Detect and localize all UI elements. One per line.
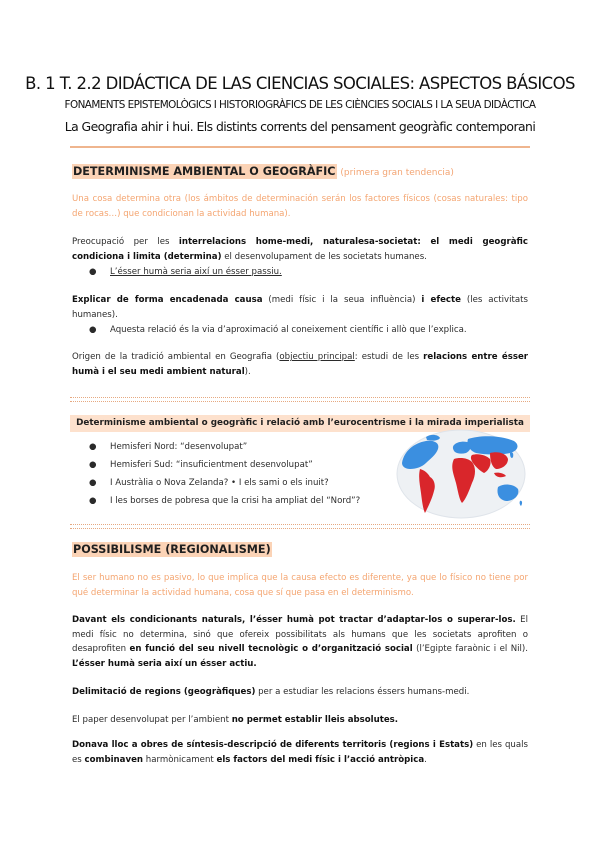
text-run-bold: Explicar de forma encadenada causa: [72, 295, 263, 305]
bullet-text: I les borses de pobresa que la crisi ha ampliat del “Nord”?: [110, 496, 361, 506]
text-run: .: [424, 754, 427, 765]
text-run: harmònicament: [143, 754, 217, 765]
document-subtitle: FONAMENTS EPISTEMOLÒGICS I HISTORIOGRÀFICS DE LES CIÈNCIES SOCIALS I LA SEUA DIDÀCTICA: [64, 99, 536, 111]
north-south-world-map: [396, 429, 526, 519]
text-run-bold: en funció del seu nivell tecnològic o d’organització social: [129, 644, 413, 655]
text-run-bold: els factors del medi físic i l’acció antròpica: [216, 754, 425, 765]
bullet-icon: ●: [89, 460, 97, 470]
bullet-icon: ●: [89, 325, 97, 335]
subsection-heading: Determinisme ambiental o geogràfic i relació amb l’eurocentrisme i la mirada imperialista: [70, 415, 530, 432]
bullet-text: Hemisferi Nord: “desenvolupat”: [110, 442, 248, 452]
bullet-icon: ●: [89, 478, 97, 488]
section2-paragraph-4: [72, 738, 528, 767]
text-run-bold: interrelacions home-medi, naturalesa-societat: el medi geogràfic condiciona i limita (determina): [72, 237, 528, 262]
text-run: El medi físic no determina, sinó que ofereix possibilitats als humans que les societats aprofiten o desaprofiten: [72, 615, 528, 655]
text-run-bold: Davant els condicionants naturals, l’ésser humà pot tractar d’adaptar-los o superar-los.: [72, 615, 516, 625]
section1-paragraph-3: [72, 350, 528, 379]
text-run: (medi físic i la seua influència): [262, 295, 422, 305]
section2-paragraph-1: [72, 613, 528, 671]
bullet-text: Hemisferi Sud: “insuficientment desenvolupat”: [110, 460, 313, 470]
text-run: (l’Egipte faraònic i el Nil).: [412, 644, 528, 655]
text-run: el desenvolupament de les societats humanes.: [221, 251, 427, 262]
text-run: en les quals es: [72, 740, 528, 765]
section2-heading: [72, 543, 272, 556]
bullet-text: L’ésser humà seria així un ésser passiu.: [110, 267, 282, 277]
section-divider: [70, 397, 530, 402]
text-run-underlined: objectiu principal: [279, 352, 355, 362]
russia-shape: [467, 436, 517, 454]
text-run-bold: relacions entre ésser humà i el seu medi ambient natural: [72, 352, 529, 377]
text-run: Origen de la tradició ambiental en Geografia (: [72, 352, 280, 362]
text-run-bold: combinaven: [84, 754, 144, 765]
section1-note: (primera gran tendencia): [340, 168, 454, 178]
section2-intro: El ser humano no es pasivo, lo que implica que la causa efecto es diferente, ya que lo físico no tiene por qué determinar la actividad humana, cosa que sí que pasa en el determinismo.: [72, 573, 528, 598]
australia-shape: [497, 485, 518, 501]
section1-heading-text: DETERMINISME AMBIENTAL O GEOGRÀFIC: [73, 165, 336, 178]
section2-heading-text: POSSIBILISME (REGIONALISME): [73, 543, 271, 556]
text-run-bold: Delimitació de regions (geogràfiques): [72, 687, 256, 697]
section2-paragraph-2: [72, 685, 528, 700]
header-rule: [70, 146, 530, 148]
section-divider: [70, 524, 530, 525]
section1-heading: [72, 165, 454, 178]
section-divider: [70, 528, 530, 529]
bullet-icon: ●: [89, 267, 97, 277]
text-run: per a estudiar les relacions éssers humans-medi.: [255, 687, 470, 697]
text-run: Preocupació per les: [72, 237, 179, 247]
text-run: : estudi de les: [354, 352, 424, 362]
text-run-bold: no permet establir lleis absolutes.: [231, 715, 399, 725]
section2-paragraph-3: [72, 713, 528, 728]
text-run-bold: i efecte: [421, 295, 461, 305]
section1-paragraph-2: [72, 293, 528, 322]
bullet-text: I Austràlia o Nova Zelanda? • I els sami o els inuit?: [110, 478, 329, 488]
document-topic: La Geografia ahir i hui. Els distints corrents del pensament geogràfic contemporani: [64, 119, 536, 134]
text-run-bold: L’ésser humà seria així un ésser actiu.: [72, 658, 257, 669]
section1-paragraph-1: [72, 235, 528, 264]
new-zealand-shape: [520, 501, 523, 506]
text-run: El paper desenvolupat per l’ambient: [72, 715, 232, 725]
text-run-bold: Donava lloc a obres de síntesis-descripció de diferents territoris (regions i Estats): [72, 740, 474, 750]
text-run: (les activitats humanes).: [72, 295, 528, 320]
document-title: B. 1 T. 2.2 DIDÁCTICA DE LAS CIENCIAS SOCIALES: ASPECTOS BÁSICOS: [25, 74, 575, 93]
section1-intro: Una cosa determina otra (los ámbitos de determinación serán los factores físicos (cosas naturales: tipo de rocas…) que condicionan la actividad humana).: [72, 194, 528, 219]
bullet-icon: ●: [89, 442, 97, 452]
bullet-icon: ●: [89, 496, 97, 506]
bullet-text: Aquesta relació és la via d’aproximació al coneixement científic i allò que l’explica.: [110, 325, 467, 335]
text-run: ).: [244, 366, 251, 377]
